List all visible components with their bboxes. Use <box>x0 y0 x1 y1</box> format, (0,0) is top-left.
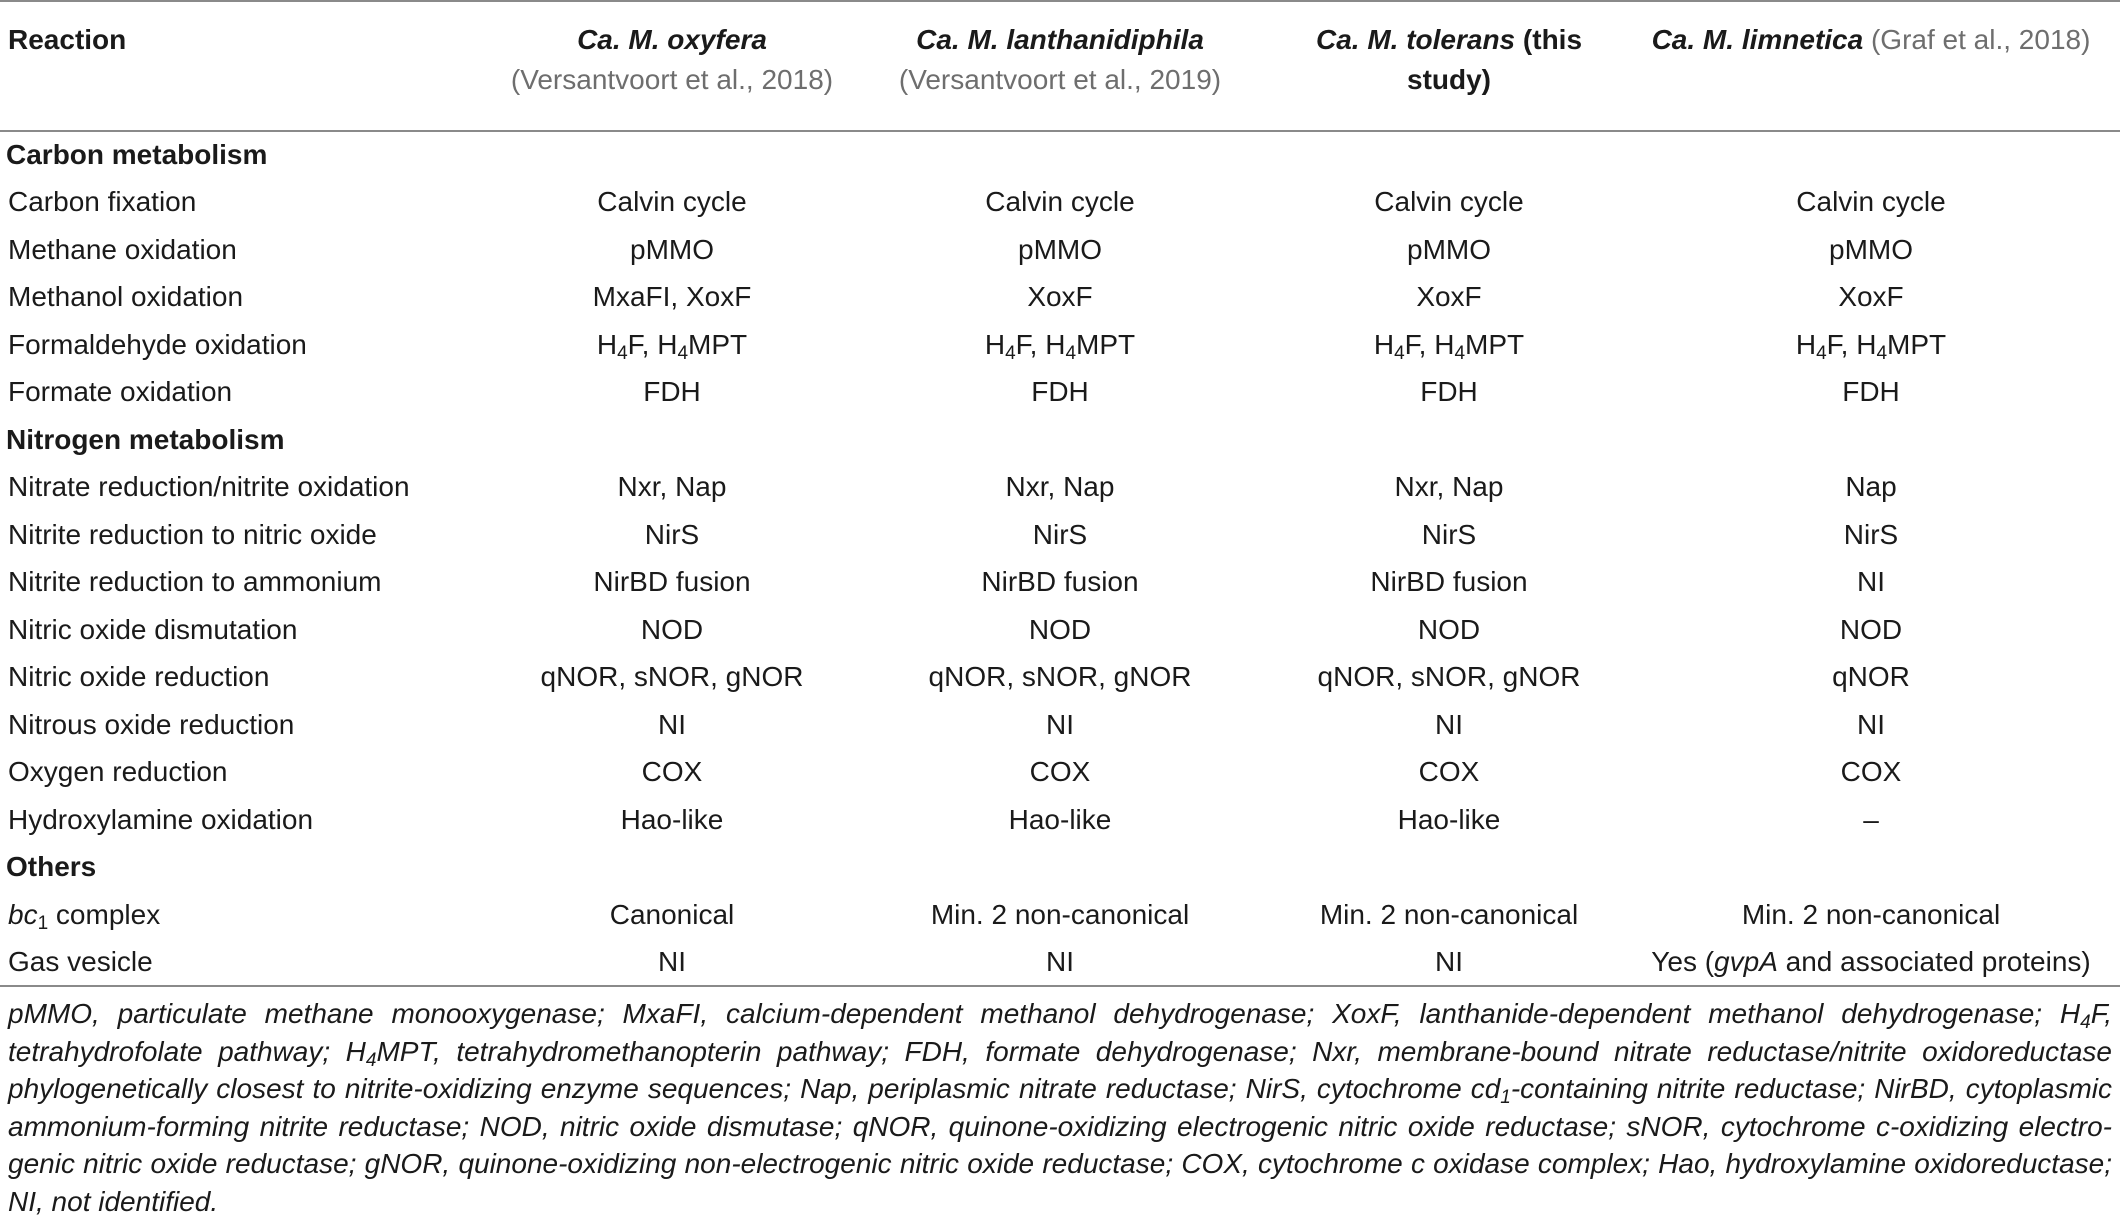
table-row <box>0 606 2120 654</box>
table-cell: Calvin cycle <box>597 186 747 218</box>
table-cell: FDH <box>1420 376 1478 408</box>
table-cell: FDH <box>1842 376 1900 408</box>
row-label: Nitric oxide reduction <box>8 661 270 693</box>
table-cell: Nxr, Nap <box>1005 471 1115 503</box>
header-tolerans-rest: (this study) <box>1407 24 1583 95</box>
table-cell: XoxF <box>1416 281 1482 313</box>
header-row <box>0 1 2120 131</box>
table-cell: Hao-like <box>1008 803 1112 835</box>
row-label: Nitrate reduction/nitrite oxidation <box>8 471 410 503</box>
table-cell: qNOR, sNOR, gNOR <box>928 661 1192 693</box>
table-cell: NI <box>844 939 1276 987</box>
table-cell: qNOR, sNOR, gNOR <box>540 661 804 693</box>
table-cell: FDH <box>643 376 701 408</box>
table-row <box>0 321 2120 369</box>
table-cell: NirS <box>644 518 700 550</box>
table-cell: $H_4F$, $H_4MPT$ <box>596 328 748 364</box>
table-cell: XoxF <box>1838 281 1904 313</box>
header-limnetica-name: Ca. M. limnetica <box>1651 24 1864 55</box>
header-lanthanidiphila <box>844 1 1276 131</box>
table-cell: NI <box>1857 708 1885 740</box>
table-cell: pMMO <box>1018 233 1102 265</box>
table-cell: Calvin cycle <box>1374 186 1524 218</box>
table-cell: pMMO <box>630 233 714 265</box>
header-oxyfera-name: Ca. M. oxyfera <box>577 24 767 55</box>
section-nitrogen <box>0 416 2120 464</box>
table-row <box>0 654 2120 702</box>
table-row <box>0 226 2120 274</box>
table-row <box>0 511 2120 559</box>
table-cell: NirBD fusion <box>593 566 751 598</box>
footnote-part: -containing nitrite reductase; NirBD, cytoplasmic ammonium-forming nitrite reductase; NOD, nitric oxide dismutase; qNOR, quinone-oxidizing electrogenic nitric oxide reductase; sNOR, cytochrome c-oxidizing electro-genic nitric oxide reductase; gNOR, quinone-oxidizing non-electrogenic nitric oxide reductase; COX, cytochrome c oxidase complex; Hao, hydroxylamine oxidoreductase; NI, not identified. <box>8 1073 2112 1217</box>
table-cell: NI <box>658 708 686 740</box>
table-cell: pMMO <box>1407 233 1491 265</box>
header-limnetica-ref: (Graf et al., 2018) <box>1870 24 2091 55</box>
header-limnetica <box>1622 1 2120 131</box>
table-cell: COX <box>641 756 703 788</box>
section-title: Nitrogen metabolism <box>6 423 285 455</box>
table-cell: NirBD fusion <box>1370 566 1528 598</box>
table-cell: Min. 2 non-canonical <box>1741 898 2001 930</box>
table-cell: NOD <box>1839 613 1903 645</box>
table-cell: Canonical <box>609 898 735 930</box>
table-cell: MxaFI, XoxF <box>592 281 752 313</box>
header-tolerans-name: Ca. M. tolerans <box>1315 24 1516 55</box>
row-label: Formate oxidation <box>8 376 233 408</box>
table-row <box>0 179 2120 227</box>
row-label: Nitrite reduction to ammonium <box>8 566 382 598</box>
table-row <box>0 464 2120 512</box>
table-cell: $H_4F$, $H_4MPT$ <box>1373 328 1525 364</box>
table-cell: COX <box>1840 756 1902 788</box>
section-title: Carbon metabolism <box>6 139 268 171</box>
table-cell: qNOR <box>1832 661 1910 693</box>
table-cell: $H_4F$, $H_4MPT$ <box>1795 328 1947 364</box>
row-label: Methanol oxidation <box>8 281 244 313</box>
table-cell: NirS <box>1843 518 1899 550</box>
row-label: Gas vesicle <box>0 939 500 987</box>
table-cell: – <box>1863 803 1879 835</box>
row-label: Carbon fixation <box>8 186 197 218</box>
table-row <box>0 274 2120 322</box>
section-title: Others <box>6 851 97 883</box>
table-cell: NI <box>1435 708 1463 740</box>
footnote-part: MPT, tetrahydromethanopterin pathway; FDH, formate dehydrogenase; Nxr, membrane-bound nitrate reductase/nitrite oxidoreductase phylogenetically closest to nitrite-oxidizing enzyme sequences; Nap, periplasmic nitrate reductase; NirS, cytochrome cd <box>8 1035 2112 1104</box>
table-cell: Calvin cycle <box>985 186 1135 218</box>
table-cell: NOD <box>640 613 704 645</box>
table-row <box>0 559 2120 607</box>
row-label: Nitrous oxide reduction <box>8 708 295 740</box>
table-row <box>0 796 2120 844</box>
row-label-sub: 1 <box>37 912 49 934</box>
section-carbon <box>0 131 2120 179</box>
table-cell: Min. 2 non-canonical <box>930 898 1190 930</box>
table-cell: NI <box>1857 566 1885 598</box>
header-oxyfera-ref: (Versantvoort et al., 2018) <box>510 64 834 95</box>
table-cell: NirBD fusion <box>981 566 1139 598</box>
row-label: Oxygen reduction <box>8 756 228 788</box>
table-row <box>0 891 2120 939</box>
header-lanthanidiphila-ref: (Versantvoort et al., 2019) <box>898 64 1222 95</box>
table-row <box>0 749 2120 797</box>
table-row <box>0 939 2120 987</box>
row-label-rest: complex <box>48 898 161 930</box>
table-row <box>0 369 2120 417</box>
table-cell: NirS <box>1421 518 1477 550</box>
header-tolerans <box>1276 1 1622 131</box>
table-cell: pMMO <box>1829 233 1913 265</box>
table-cell: NI <box>500 939 844 987</box>
row-label: Formaldehyde oxidation <box>8 328 307 360</box>
table-row <box>0 701 2120 749</box>
table-cell: NOD <box>1417 613 1481 645</box>
table-cell: qNOR, sNOR, gNOR <box>1317 661 1581 693</box>
row-label-italic: bc <box>8 898 38 930</box>
row-label <box>0 891 500 939</box>
table-cell: Calvin cycle <box>1796 186 1946 218</box>
table-cell: Nxr, Nap <box>617 471 727 503</box>
table-cell: NirS <box>1032 518 1088 550</box>
table-cell: NI <box>1046 708 1074 740</box>
table-cell: XoxF <box>1027 281 1093 313</box>
table-cell <box>1622 939 2120 987</box>
gene-name: gvpA <box>1714 945 1778 977</box>
header-oxyfera <box>500 1 844 131</box>
table-cell: Hao-like <box>620 803 724 835</box>
cell-text: Yes ( <box>1651 945 1715 977</box>
row-label: Nitrite reduction to nitric oxide <box>8 518 377 550</box>
table-cell: Hao-like <box>1397 803 1501 835</box>
row-label: Nitric oxide dismutation <box>8 613 298 645</box>
table-cell: $H_4F$, $H_4MPT$ <box>984 328 1136 364</box>
row-label: Hydroxylamine oxidation <box>8 803 314 835</box>
header-reaction: Reaction <box>0 1 500 131</box>
table-cell: Nxr, Nap <box>1394 471 1504 503</box>
table-cell: COX <box>1418 756 1480 788</box>
footnote-part: F, tetrahydrofolate pathway; H <box>8 998 2112 1067</box>
table-cell: Min. 2 non-canonical <box>1319 898 1579 930</box>
table-cell: NI <box>1276 939 1622 987</box>
table-cell: NOD <box>1028 613 1092 645</box>
header-lanthanidiphila-name: Ca. M. lanthanidiphila <box>916 24 1204 55</box>
table-cell: COX <box>1029 756 1091 788</box>
table-footnote: pMMO, particulate methane monooxygenase; MxaFI, calcium-dependent methanol dehydrogenase; XoxF, lanthanide-dependent methanol dehydrogenase; $H_4F$, tetrahydrofolate pathway; $H_4MPT$, tetrahydromethanopterin pathway; FDH, formate dehydrogenase; Nxr, membrane-bound nitrate reductase/nitrite oxidoreductase phylogenetically closest to nitrite-oxidizing enzyme sequences; Nap, periplasmic nitrate reductase; NirS, cytochrome $cd_1$-containing nitrite reductase; NirBD, cytoplasmic ammonium-forming nitrite reductase; NOD, nitric oxide dismutase; qNOR, quinone-oxidizing electrogenic nitric oxide reductase; sNOR, cytochrome c-oxidizing electro-genic nitric oxide reductase; gNOR, quinone-oxidizing non-electrogenic nitric oxide reductase; COX, cytochrome c oxidase complex; Hao, hydroxylamine oxidoreductase; NI, not identified. <box>8 998 2112 1217</box>
table-cell: Nap <box>1845 471 1897 503</box>
cell-text: and associated proteins) <box>1777 945 2091 977</box>
row-label: Methane oxidation <box>8 233 237 265</box>
table-cell: FDH <box>1031 376 1089 408</box>
section-others <box>0 844 2120 892</box>
footnote-part: pMMO, particulate methane monooxygenase; MxaFI, calcium-dependent methanol dehydrogenase; XoxF, lanthanide-dependent methanol dehydrogenase; H <box>8 998 2081 1029</box>
